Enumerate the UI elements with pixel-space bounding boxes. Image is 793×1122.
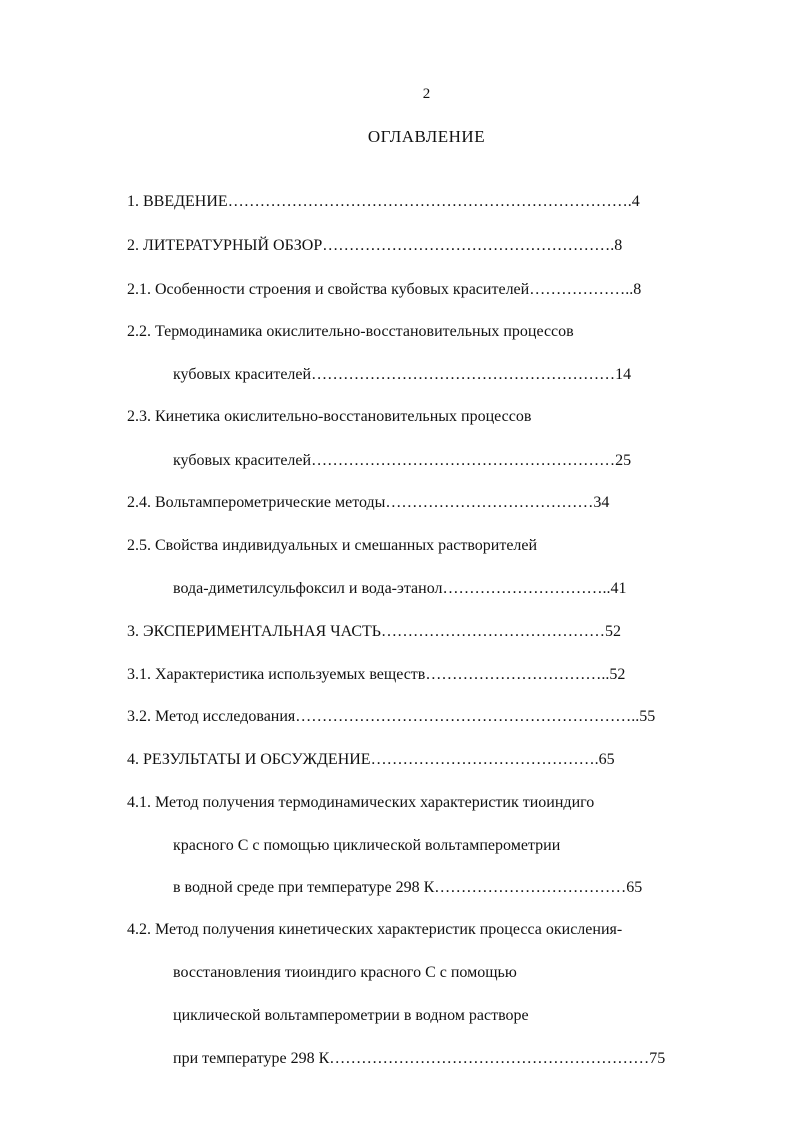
toc-entry-4-1: 4.1. Метод получения термодинамических характеристик тиоиндиго <box>127 794 595 811</box>
page-number: 2 <box>422 86 431 102</box>
toc-entry-2-4: 2.4. Вольтамперометрические методы…………………………………34 <box>127 494 610 511</box>
page-title: ОГЛАВЛЕНИЕ <box>367 127 486 146</box>
toc-entry-results: 4. РЕЗУЛЬТАТЫ И ОБСУЖДЕНИЕ…………………………………….65 <box>127 751 615 768</box>
toc-entry-4-1-continuation-1: красного С с помощью циклической вольтамперометрии <box>173 837 561 854</box>
toc-entry-2-3: 2.3. Кинетика окислительно-восстановительных процессов <box>127 408 532 425</box>
toc-entry-introduction: 1. ВВЕДЕНИЕ………………………………………………………………….4 <box>127 193 640 210</box>
toc-entry-2-2: 2.2. Термодинамика окислительно-восстановительных процессов <box>127 323 574 340</box>
toc-entry-4-2-continuation-2: циклической вольтамперометрии в водном растворе <box>173 1007 529 1024</box>
toc-entry-4-2-continuation-3: при температуре 298 К……………………………………………………75 <box>173 1050 666 1067</box>
toc-entry-2-5-continuation: вода-диметилсульфоксил и вода-этанол…………………………..41 <box>173 580 627 597</box>
toc-entry-2-5: 2.5. Свойства индивидуальных и смешанных растворителей <box>127 537 538 554</box>
toc-entry-3-2: 3.2. Метод исследования………………………………………………………..55 <box>127 708 656 725</box>
toc-entry-2-1: 2.1. Особенности строения и свойства кубовых красителей………………..8 <box>127 281 642 298</box>
toc-entry-2-2-continuation: кубовых красителей…………………………………………………14 <box>173 366 632 383</box>
toc-entry-experimental: 3. ЭКСПЕРИМЕНТАЛЬНАЯ ЧАСТЬ……………………………………52 <box>127 623 621 640</box>
toc-entry-3-1: 3.1. Характеристика используемых веществ……………………………..52 <box>127 666 626 683</box>
toc-entry-4-2-continuation-1: восстановления тиоиндиго красного С с помощью <box>173 964 517 981</box>
toc-entry-4-2: 4.2. Метод получения кинетических характеристик процесса окисления- <box>127 921 623 938</box>
toc-entry-2-3-continuation: кубовых красителей…………………………………………………25 <box>173 452 632 469</box>
toc-entry-4-1-continuation-2: в водной среде при температуре 298 К………………………………65 <box>173 879 643 896</box>
toc-entry-literature-review: 2. ЛИТЕРАТУРНЫЙ ОБЗОР……………………………………………….8 <box>127 237 623 254</box>
